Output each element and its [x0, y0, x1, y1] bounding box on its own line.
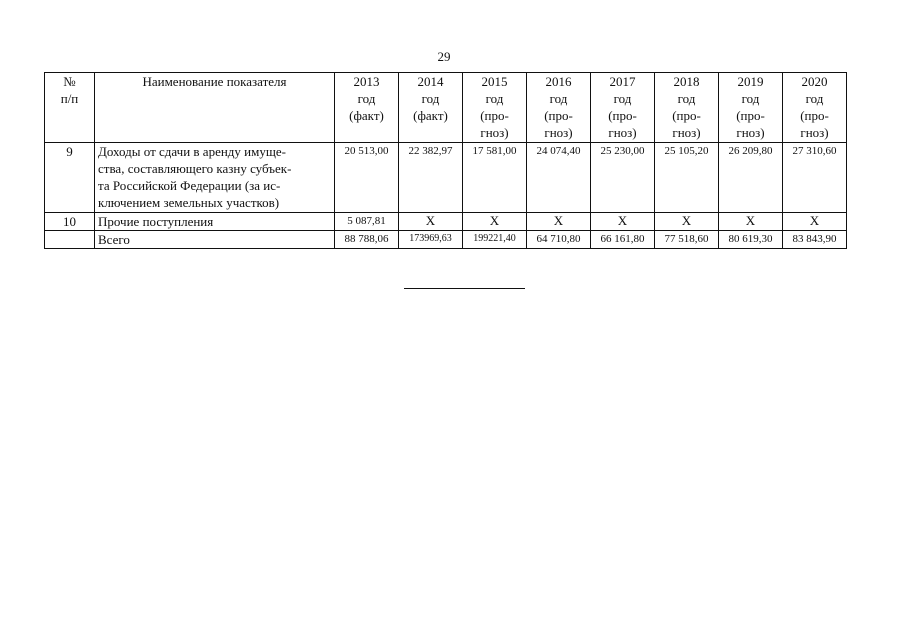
- value-cell: 80 619,30: [719, 231, 783, 249]
- year-type: (про- гноз): [736, 108, 765, 140]
- value-cell: X: [655, 213, 719, 231]
- year-type: (факт): [413, 108, 448, 123]
- header-year-2013: [335, 73, 399, 143]
- header-year-2014: [399, 73, 463, 143]
- row-num: 10: [45, 213, 95, 231]
- year-unit: год: [549, 91, 568, 106]
- value-cell: X: [719, 213, 783, 231]
- header-year-2017: [591, 73, 655, 143]
- value-cell: 24 074,40: [527, 143, 591, 213]
- row-num: [45, 231, 95, 249]
- value-cell: 83 843,90: [783, 231, 847, 249]
- value-cell: 66 161,80: [591, 231, 655, 249]
- value-cell: X: [399, 213, 463, 231]
- year: 2013: [353, 74, 380, 89]
- row-name: Всего: [95, 231, 335, 249]
- row-num: 9: [45, 143, 95, 213]
- year-unit: год: [485, 91, 504, 106]
- value-cell: 88 788,06: [335, 231, 399, 249]
- header-num: № п/п: [45, 73, 95, 143]
- value-cell: X: [591, 213, 655, 231]
- value-cell: 26 209,80: [719, 143, 783, 213]
- header-year-2020: [783, 73, 847, 143]
- header-year-2018: [655, 73, 719, 143]
- year: 2019: [737, 74, 764, 89]
- header-year-2019: [719, 73, 783, 143]
- value-cell: 64 710,80: [527, 231, 591, 249]
- year-type: (про- гноз): [544, 108, 573, 140]
- header-row: [45, 73, 847, 143]
- year-type: (про- гноз): [608, 108, 637, 140]
- closing-rule: [404, 288, 525, 289]
- table-row-9: [45, 143, 847, 213]
- row-name: Доходы от сдачи в аренду имуще- ства, составляющего казну субъек- та Российской Федерации (за ис- ключением земельных участков): [95, 143, 335, 213]
- value-cell: 22 382,97: [399, 143, 463, 213]
- table-row-total: [45, 231, 847, 249]
- year: 2020: [801, 74, 828, 89]
- page-number: 29: [437, 49, 451, 64]
- year-type: (про- гноз): [800, 108, 829, 140]
- year: 2016: [545, 74, 572, 89]
- year-unit: год: [421, 91, 440, 106]
- year-unit: год: [357, 91, 376, 106]
- year: 2015: [481, 74, 508, 89]
- year: 2017: [609, 74, 636, 89]
- table-row-10: [45, 213, 847, 231]
- value-cell: 77 518,60: [655, 231, 719, 249]
- value-cell: 199221,40: [463, 231, 527, 249]
- year-type: (факт): [349, 108, 384, 123]
- value-cell: 5 087,81: [335, 213, 399, 231]
- header-year-2016: [527, 73, 591, 143]
- header-year-2015: [463, 73, 527, 143]
- budget-table: [44, 72, 847, 249]
- value-cell: 173969,63: [399, 231, 463, 249]
- value-cell: 20 513,00: [335, 143, 399, 213]
- value-cell: X: [527, 213, 591, 231]
- year-unit: год: [805, 91, 824, 106]
- year: 2018: [673, 74, 700, 89]
- value-cell: X: [783, 213, 847, 231]
- year-type: (про- гноз): [480, 108, 509, 140]
- value-cell: X: [463, 213, 527, 231]
- value-cell: 25 230,00: [591, 143, 655, 213]
- value-cell: 27 310,60: [783, 143, 847, 213]
- value-cell: 17 581,00: [463, 143, 527, 213]
- year-unit: год: [677, 91, 696, 106]
- year-type: (про- гноз): [672, 108, 701, 140]
- year-unit: год: [613, 91, 632, 106]
- year: 2014: [417, 74, 444, 89]
- header-name: Наименование показателя: [95, 73, 335, 143]
- value-cell: 25 105,20: [655, 143, 719, 213]
- row-name: Прочие поступления: [95, 213, 335, 231]
- year-unit: год: [741, 91, 760, 106]
